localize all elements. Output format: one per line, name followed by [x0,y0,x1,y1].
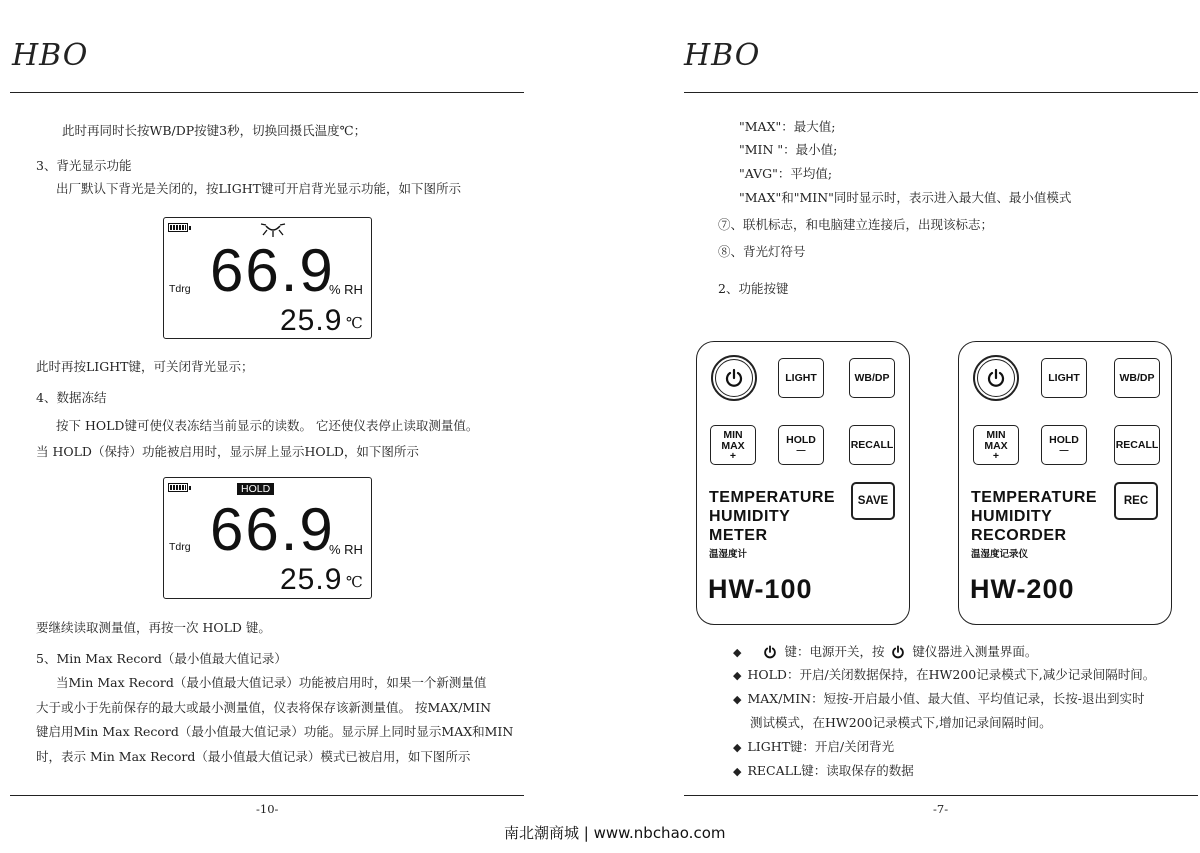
wbdp-button[interactable]: WB/DP [849,358,895,398]
minmax-label-min: MIN [986,429,1006,441]
save-button[interactable]: SAVE [851,482,895,520]
right-footer-rule [684,795,1198,796]
left-line-7: 当 HOLD（保持）功能被启用时，显示屏上显示HOLD，如下图所示 [36,444,419,459]
lcd-hold-tag: HOLD [237,483,274,495]
device-chinese-name: 温湿度计 [709,549,748,560]
minmax-button[interactable] [710,425,756,465]
recall-button[interactable]: RECALL [1114,425,1160,465]
bullet-light [733,737,894,755]
left-footer-rule [10,795,524,796]
recall-button[interactable]: RECALL [849,425,895,465]
left-line-13: 时，表示 Min Max Record（最小值最大值记录）模式已被启用，如下图所示 [36,749,471,764]
device-chinese-name: 温湿度记录仪 [971,549,1029,560]
bullet-hold-text: HOLD：开启/关闭数据保持，在HW200记录模式下,减少记录间隔时间。 [747,667,1156,682]
left-logo: HBO [12,38,89,73]
hold-label: HOLD [786,434,816,446]
bullet-power-text-b: 键仪器进入测量界面。 [912,644,1038,659]
right-section-2-heading: 2、功能按键 [718,281,789,296]
power-icon [763,645,777,659]
hold-label: HOLD [1049,434,1079,446]
diamond-bullet-icon: ◆ [733,693,742,706]
minmax-label-max: MAX [984,440,1008,452]
device-title-line-2: HUMIDITY [709,508,791,525]
left-line-3: 出厂默认下背光是关闭的，按LIGHT键可开启背光显示功能，如下图所示 [56,181,461,196]
right-line-avg: "AVG"：平均值; [739,166,833,181]
light-button[interactable]: LIGHT [1041,358,1087,398]
bullet-recall-text: RECALL键：读取保存的数据 [747,763,914,778]
device-hw200 [958,341,1172,625]
lcd-mode-label: Tdrg [169,541,191,553]
plus-label: + [729,450,737,462]
device-title-line-1: TEMPERATURE [971,489,1098,506]
left-line-1: 此时再同时长按WB/DP按键3秒，切换回摄氏温度℃； [62,123,367,138]
left-header-rule [10,92,524,93]
power-icon [891,645,905,659]
lcd-temperature-value: 25.9 [280,563,343,596]
lcd-hold-display [163,477,372,599]
device-hw100 [696,341,910,625]
bullet-maxmin [733,689,1145,707]
lcd-humidity-value: 66.9 [210,496,335,563]
right-header-rule [684,92,1198,93]
diamond-bullet-icon: ◆ [733,741,742,754]
site-footer: 南北潮商城 | www.nbchao.com [504,824,726,842]
right-logo: HBO [684,38,761,73]
hold-button[interactable] [778,425,824,465]
bullet-recall [733,761,914,779]
left-line-6: 按下 HOLD键可使仪表冻结当前显示的读数。 它还使仪表停止读取测量值。 [56,418,479,433]
backlight-icon [258,222,288,238]
bullet-power-text-a: 键：电源开关，按 [784,644,885,659]
battery-icon [168,483,188,492]
device-title-line-3: RECORDER [971,527,1067,544]
device-model: HW-100 [708,574,813,604]
left-line-10: 当Min Max Record（最小值最大值记录）功能被启用时，如果一个新测量值 [56,675,487,690]
right-line-max: "MAX"：最大值; [739,119,836,134]
power-icon [724,368,744,388]
bullet-maxmin-text-2: 测试模式，在HW200记录模式下,增加记录间隔时间。 [750,715,1052,730]
diamond-bullet-icon: ◆ [733,669,742,682]
lcd-backlight-display [163,217,372,339]
plus-label: + [992,450,1000,462]
right-line-7: ⑦、联机标志，和电脑建立连接后，出现该标志； [718,217,994,232]
right-line-maxmin: "MAX"和"MIN"同时显示时，表示进入最大值、最小值模式 [739,190,1072,205]
left-section-3-heading: 3、背光显示功能 [36,158,132,173]
minmax-label-max: MAX [721,440,745,452]
right-line-min: "MIN "：最小值; [739,142,838,157]
power-icon [986,368,1006,388]
device-model: HW-200 [970,574,1075,604]
wbdp-button[interactable]: WB/DP [1114,358,1160,398]
lcd-humidity-unit: % RH [329,282,363,297]
left-line-8: 要继续读取测量值，再按一次 HOLD 键。 [36,620,271,635]
device-title-line-2: HUMIDITY [971,508,1053,525]
power-button[interactable] [711,355,757,401]
left-page-number: -10- [256,802,279,816]
minmax-button[interactable] [973,425,1019,465]
lcd-humidity-unit: % RH [329,542,363,557]
minus-label: — [1059,445,1069,455]
left-line-11: 大于或小于先前保存的最大或最小测量值，仪表将保存该新测量值。 按MAX/MIN [36,700,492,715]
diamond-bullet-icon: ◆ [733,765,742,778]
lcd-temperature-value: 25.9 [280,304,343,337]
left-line-12: 键启用Min Max Record（最小值最大值记录）功能。显示屏上同时显示MAX和MIN [36,724,514,739]
bullet-maxmin-text-1: MAX/MIN：短按-开启最小值、最大值、平均值记录，长按-退出到实时 [747,691,1145,706]
diamond-bullet-icon: ◆ [733,646,742,659]
lcd-mode-label: Tdrg [169,283,191,295]
bullet-hold [733,665,1155,683]
bullet-light-text: LIGHT键：开启/关闭背光 [747,739,895,754]
bullet-power [733,642,1037,660]
minmax-label-min: MIN [723,429,743,441]
rec-button[interactable]: REC [1114,482,1158,520]
left-section-4-heading: 4、数据冻结 [36,390,107,405]
left-section-5-heading: 5、Min Max Record（最小值最大值记录） [36,651,287,666]
power-button[interactable] [973,355,1019,401]
device-title-line-1: TEMPERATURE [709,489,836,506]
battery-icon [168,223,188,232]
hold-button[interactable] [1041,425,1087,465]
right-line-8: ⑧、背光灯符号 [718,244,806,259]
lcd-temperature-unit: ℃ [346,314,363,332]
lcd-humidity-value: 66.9 [210,237,335,304]
left-line-4: 此时再按LIGHT键，可关闭背光显示； [36,359,254,374]
right-page-number: -7- [933,802,949,816]
device-title-line-3: METER [709,527,768,544]
minus-label: — [796,445,806,455]
light-button[interactable]: LIGHT [778,358,824,398]
lcd-temperature-unit: ℃ [346,573,363,591]
